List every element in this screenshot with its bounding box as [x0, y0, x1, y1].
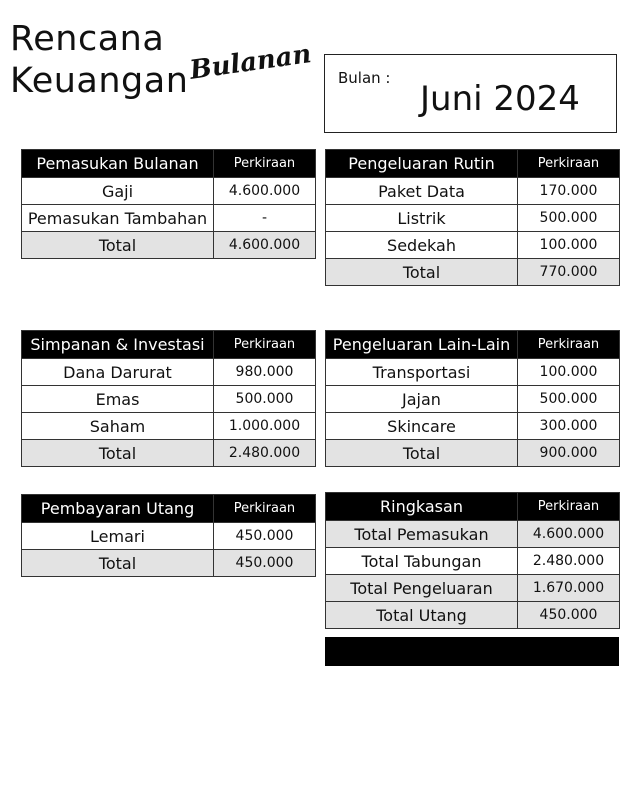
month-label: Bulan :	[338, 69, 391, 87]
income-total-value: 4.600.000	[214, 232, 316, 259]
routine-row-value: 500.000	[518, 205, 620, 232]
debt-total-value: 450.000	[214, 550, 316, 577]
income-title: Pemasukan Bulanan	[22, 150, 214, 178]
routine-total-row	[326, 259, 620, 286]
summary-row-value: 2.480.000	[518, 548, 620, 575]
table-row	[326, 178, 620, 205]
routine-row-value: 100.000	[518, 232, 620, 259]
routine-table	[325, 149, 620, 286]
savings-row-label: Emas	[22, 386, 214, 413]
summary-row-label: Total Utang	[326, 602, 518, 629]
routine-title: Pengeluaran Rutin	[326, 150, 518, 178]
table-row	[326, 575, 620, 602]
savings-row-label: Saham	[22, 413, 214, 440]
income-col-header: Perkiraan	[214, 150, 316, 178]
income-total-row	[22, 232, 316, 259]
income-row-value: 4.600.000	[214, 178, 316, 205]
table-row	[326, 602, 620, 629]
debt-row-value: 450.000	[214, 523, 316, 550]
savings-row-value: 500.000	[214, 386, 316, 413]
month-box	[324, 54, 617, 133]
debt-table	[21, 494, 316, 577]
other-row-label: Transportasi	[326, 359, 518, 386]
summary-row-label: Total Pemasukan	[326, 521, 518, 548]
debt-col-header: Perkiraan	[214, 495, 316, 523]
other-row-value: 100.000	[518, 359, 620, 386]
routine-total-value: 770.000	[518, 259, 620, 286]
income-row-value: -	[214, 205, 316, 232]
savings-total-row	[22, 440, 316, 467]
debt-title: Pembayaran Utang	[22, 495, 214, 523]
routine-col-header: Perkiraan	[518, 150, 620, 178]
savings-col-header: Perkiraan	[214, 331, 316, 359]
table-row	[22, 205, 316, 232]
summary-row-label: Total Pengeluaran	[326, 575, 518, 602]
savings-row-value: 980.000	[214, 359, 316, 386]
other-total-row	[326, 440, 620, 467]
other-total-label: Total	[326, 440, 518, 467]
other-total-value: 900.000	[518, 440, 620, 467]
other-row-label: Skincare	[326, 413, 518, 440]
savings-title: Simpanan & Investasi	[22, 331, 214, 359]
debt-row-label: Lemari	[22, 523, 214, 550]
table-row	[326, 521, 620, 548]
table-row	[326, 205, 620, 232]
table-row	[326, 413, 620, 440]
summary-col-header: Perkiraan	[518, 493, 620, 521]
savings-total-value: 2.480.000	[214, 440, 316, 467]
table-row	[326, 232, 620, 259]
table-row	[22, 413, 316, 440]
table-row	[326, 359, 620, 386]
summary-row-value: 1.670.000	[518, 575, 620, 602]
routine-row-value: 170.000	[518, 178, 620, 205]
other-row-label: Jajan	[326, 386, 518, 413]
summary-footer-bar	[325, 637, 619, 666]
savings-table	[21, 330, 316, 467]
summary-table	[325, 492, 620, 629]
routine-total-label: Total	[326, 259, 518, 286]
other-table	[325, 330, 620, 467]
summary-row-label: Total Tabungan	[326, 548, 518, 575]
routine-row-label: Paket Data	[326, 178, 518, 205]
routine-row-label: Sedekah	[326, 232, 518, 259]
other-row-value: 500.000	[518, 386, 620, 413]
table-row	[22, 523, 316, 550]
script-subtitle: Bulanan	[187, 39, 314, 86]
debt-total-label: Total	[22, 550, 214, 577]
other-col-header: Perkiraan	[518, 331, 620, 359]
month-value: Juni 2024	[420, 79, 580, 119]
debt-total-row	[22, 550, 316, 577]
income-row-label: Gaji	[22, 178, 214, 205]
page-title	[10, 18, 188, 102]
savings-total-label: Total	[22, 440, 214, 467]
income-row-label: Pemasukan Tambahan	[22, 205, 214, 232]
table-row	[326, 548, 620, 575]
savings-row-value: 1.000.000	[214, 413, 316, 440]
income-table	[21, 149, 316, 259]
summary-row-value: 4.600.000	[518, 521, 620, 548]
summary-title: Ringkasan	[326, 493, 518, 521]
title-line-2: Keuangan	[10, 61, 189, 101]
title-line-1: Rencana	[10, 19, 165, 59]
other-title: Pengeluaran Lain-Lain	[326, 331, 518, 359]
table-row	[22, 386, 316, 413]
routine-row-label: Listrik	[326, 205, 518, 232]
table-row	[22, 178, 316, 205]
table-row	[326, 386, 620, 413]
table-row	[22, 359, 316, 386]
other-row-value: 300.000	[518, 413, 620, 440]
savings-row-label: Dana Darurat	[22, 359, 214, 386]
income-total-label: Total	[22, 232, 214, 259]
summary-row-value: 450.000	[518, 602, 620, 629]
